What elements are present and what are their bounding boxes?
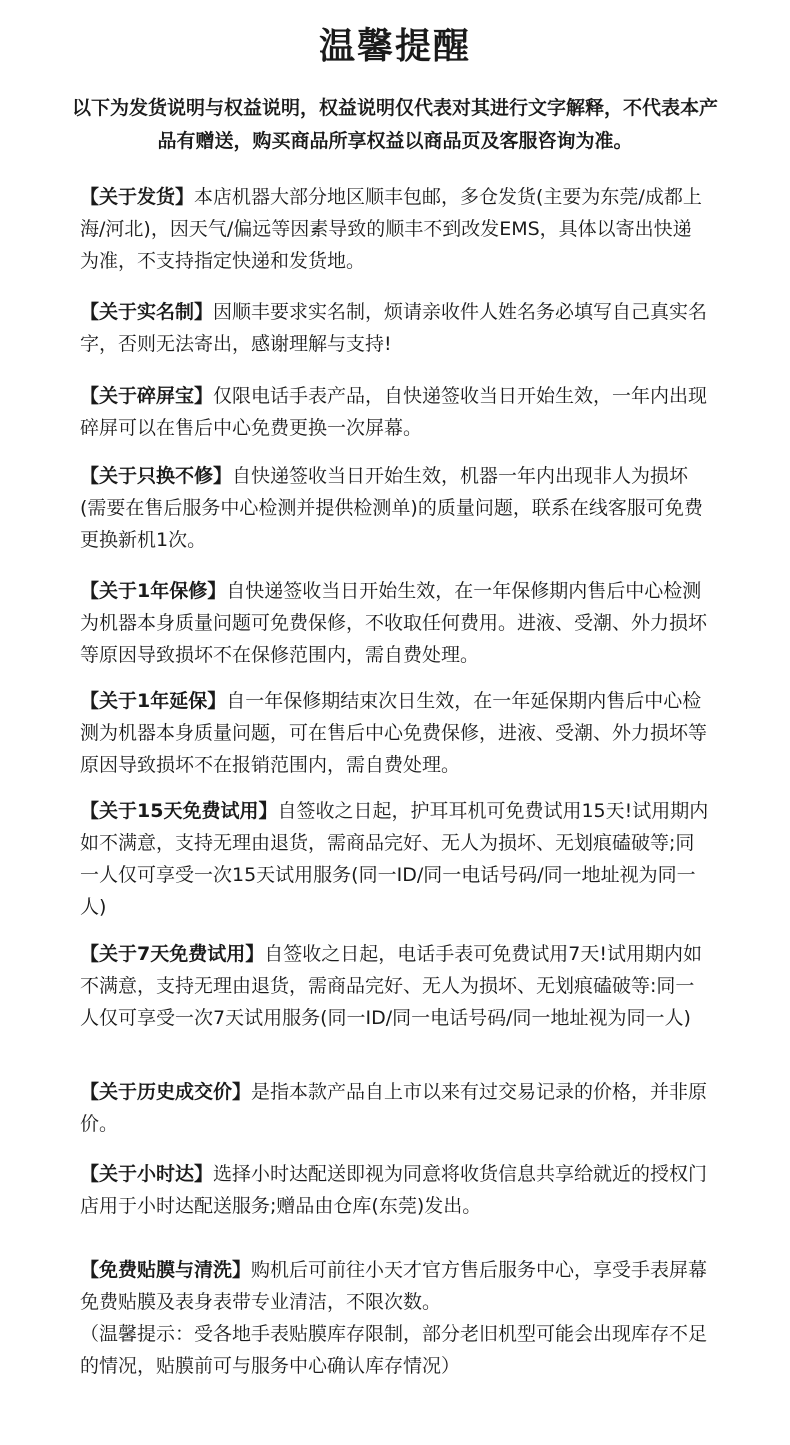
section-heading: 【关于7天免费试用】 bbox=[80, 943, 265, 965]
section-body: 购机后可前往小天才官方售后服务中心，享受手表屏幕免费贴膜及表身表带专业清洁，不限次数。 bbox=[80, 1259, 708, 1313]
section-body: 自快递签收当日开始生效，机器一年内出现非人为损坏(需要在售后服务中心检测并提供检测单)的质量问题，联系在线客服可免费更换新机1次。 bbox=[80, 465, 703, 551]
section-heading: 【关于小时达】 bbox=[80, 1163, 214, 1185]
section-heading: 【关于发货】 bbox=[80, 186, 195, 208]
section-hourly-delivery bbox=[80, 1158, 710, 1222]
section-body: 因顺丰要求实名制，烦请亲收件人姓名务必填写自己真实名字，否则无法寄出，感谢理解与支持! bbox=[80, 301, 708, 355]
intro-text: 以下为发货说明与权益说明，权益说明仅代表对其进行文字解释，不代表本产品有赠送，购买商品所享权益以商品页及客服咨询为准。 bbox=[71, 97, 718, 152]
section-screen-insurance bbox=[80, 380, 710, 444]
section-heading: 【免费贴膜与清洗】 bbox=[80, 1259, 252, 1281]
section-body: 自一年保修期结束次日生效，在一年延保期内售后中心检测为机器本身质量问题，可在售后中心免费保修，进液、受潮、外力损坏等原因导致损坏不在报销范围内，需自费处理。 bbox=[80, 690, 708, 776]
section-heading: 【关于1年延保】 bbox=[80, 690, 227, 712]
section-body: 自快递签收当日开始生效，在一年保修期内售后中心检测为机器本身质量问题可免费保修，不收取任何费用。进液、受潮、外力损坏等原因导致损坏不在保修范围内，需自费处理。 bbox=[80, 580, 708, 666]
section-15-day-trial bbox=[80, 795, 710, 923]
section-replace-not-repair bbox=[80, 460, 710, 556]
section-historical-price bbox=[80, 1076, 710, 1140]
section-body: 自签收之日起，护耳耳机可免费试用15天!试用期内如不满意，支持无理由退货，需商品完好、无人为损坏、无划痕磕破等;同一人仅可享受一次15天试用服务(同一ID/同一电话号码/同一地址视为同一人) bbox=[80, 800, 709, 918]
section-heading: 【关于15天免费试用】 bbox=[80, 800, 278, 822]
section-heading: 【关于只换不修】 bbox=[80, 465, 233, 487]
section-body: 自签收之日起，电话手表可免费试用7天!试用期内如不满意，支持无理由退货，需商品完好、无人为损坏、无划痕磕破等:同一人仅可享受一次7天试用服务(同一ID/同一电话号码/同一地址视为同一人) bbox=[80, 943, 702, 1029]
section-heading: 【关于实名制】 bbox=[80, 301, 214, 323]
section-real-name bbox=[80, 296, 710, 360]
page-title: 温馨提醒 bbox=[318, 26, 471, 67]
section-note: （温馨提示：受各地手表贴膜库存限制，部分老旧机型可能会出现库存不足的情况，贴膜前可与服务中心确认库存情况） bbox=[80, 1323, 708, 1377]
section-body: 选择小时达配送即视为同意将收货信息共享给就近的授权门店用于小时达配送服务;赠品由仓库(东莞)发出。 bbox=[80, 1163, 708, 1217]
section-extended-warranty bbox=[80, 685, 710, 781]
section-free-film-cleaning bbox=[80, 1254, 710, 1382]
section-heading: 【关于1年保修】 bbox=[80, 580, 227, 602]
section-body: 仅限电话手表产品，自快递签收当日开始生效，一年内出现碎屏可以在售后中心免费更换一次屏幕。 bbox=[80, 385, 708, 439]
section-7-day-trial bbox=[80, 938, 710, 1034]
section-body: 是指本款产品自上市以来有过交易记录的价格，并非原价。 bbox=[80, 1081, 708, 1135]
section-heading: 【关于历史成交价】 bbox=[80, 1081, 252, 1103]
section-body: 本店机器大部分地区顺丰包邮，多仓发货(主要为东莞/成都上海/河北)，因天气/偏远等因素导致的顺丰不到改发EMS，具体以寄出快递为准，不支持指定快递和发货地。 bbox=[80, 186, 702, 272]
section-heading: 【关于碎屏宝】 bbox=[80, 385, 214, 407]
section-one-year-warranty bbox=[80, 575, 710, 671]
section-shipping bbox=[80, 181, 710, 277]
